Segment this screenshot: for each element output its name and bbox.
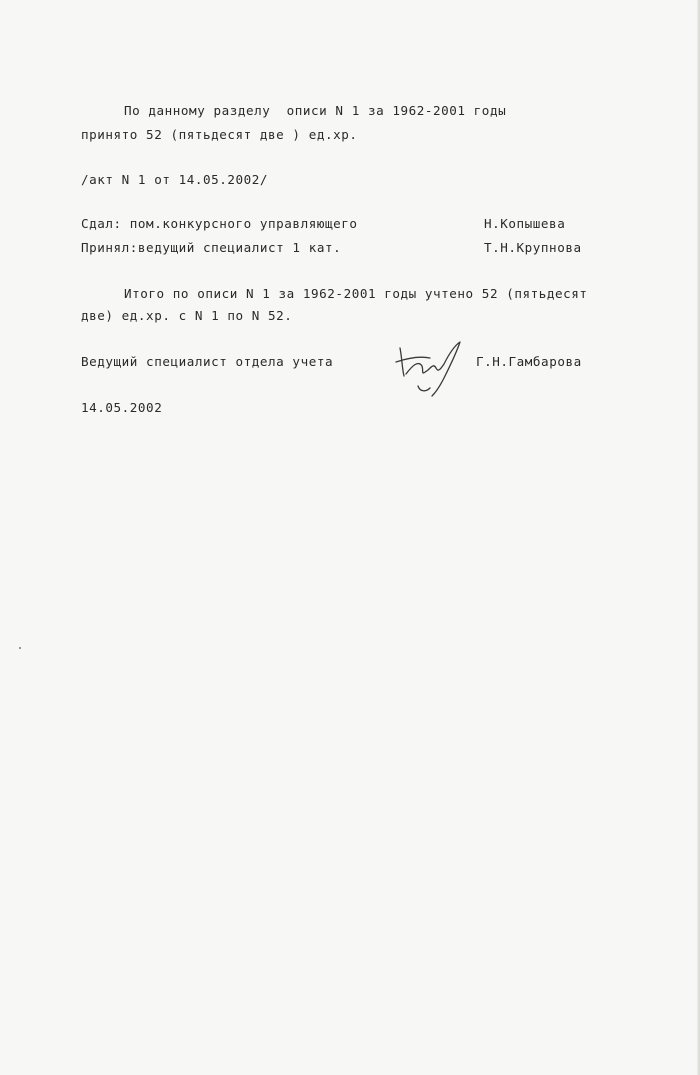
signer-name: Г.Н.Гамбарова [476,354,582,369]
total-line-2: две) ед.хр. с N 1 по N 52. [81,308,293,323]
signer-title: Ведущий специалист отдела учета [81,354,334,369]
received-label: Принял:ведущий специалист 1 кат. [81,240,342,255]
paragraph-1-line-1: По данному разделу описи N 1 за 1962-2001 годы [124,103,507,118]
handed-over-label: Сдал: пом.конкурсного управляющего [81,216,358,231]
scan-speck [19,647,21,649]
received-name: Т.Н.Крупнова [484,240,582,255]
handwritten-signature [390,336,470,400]
act-reference: /акт N 1 от 14.05.2002/ [81,172,269,187]
handed-over-name: Н.Копышева [484,216,566,231]
document-date: 14.05.2002 [81,400,163,415]
paragraph-1-line-2: принято 52 (пятьдесят две ) ед.хр. [81,127,358,142]
total-line-1: Итого по описи N 1 за 1962-2001 годы учтено 52 (пятьдесят [124,286,588,301]
